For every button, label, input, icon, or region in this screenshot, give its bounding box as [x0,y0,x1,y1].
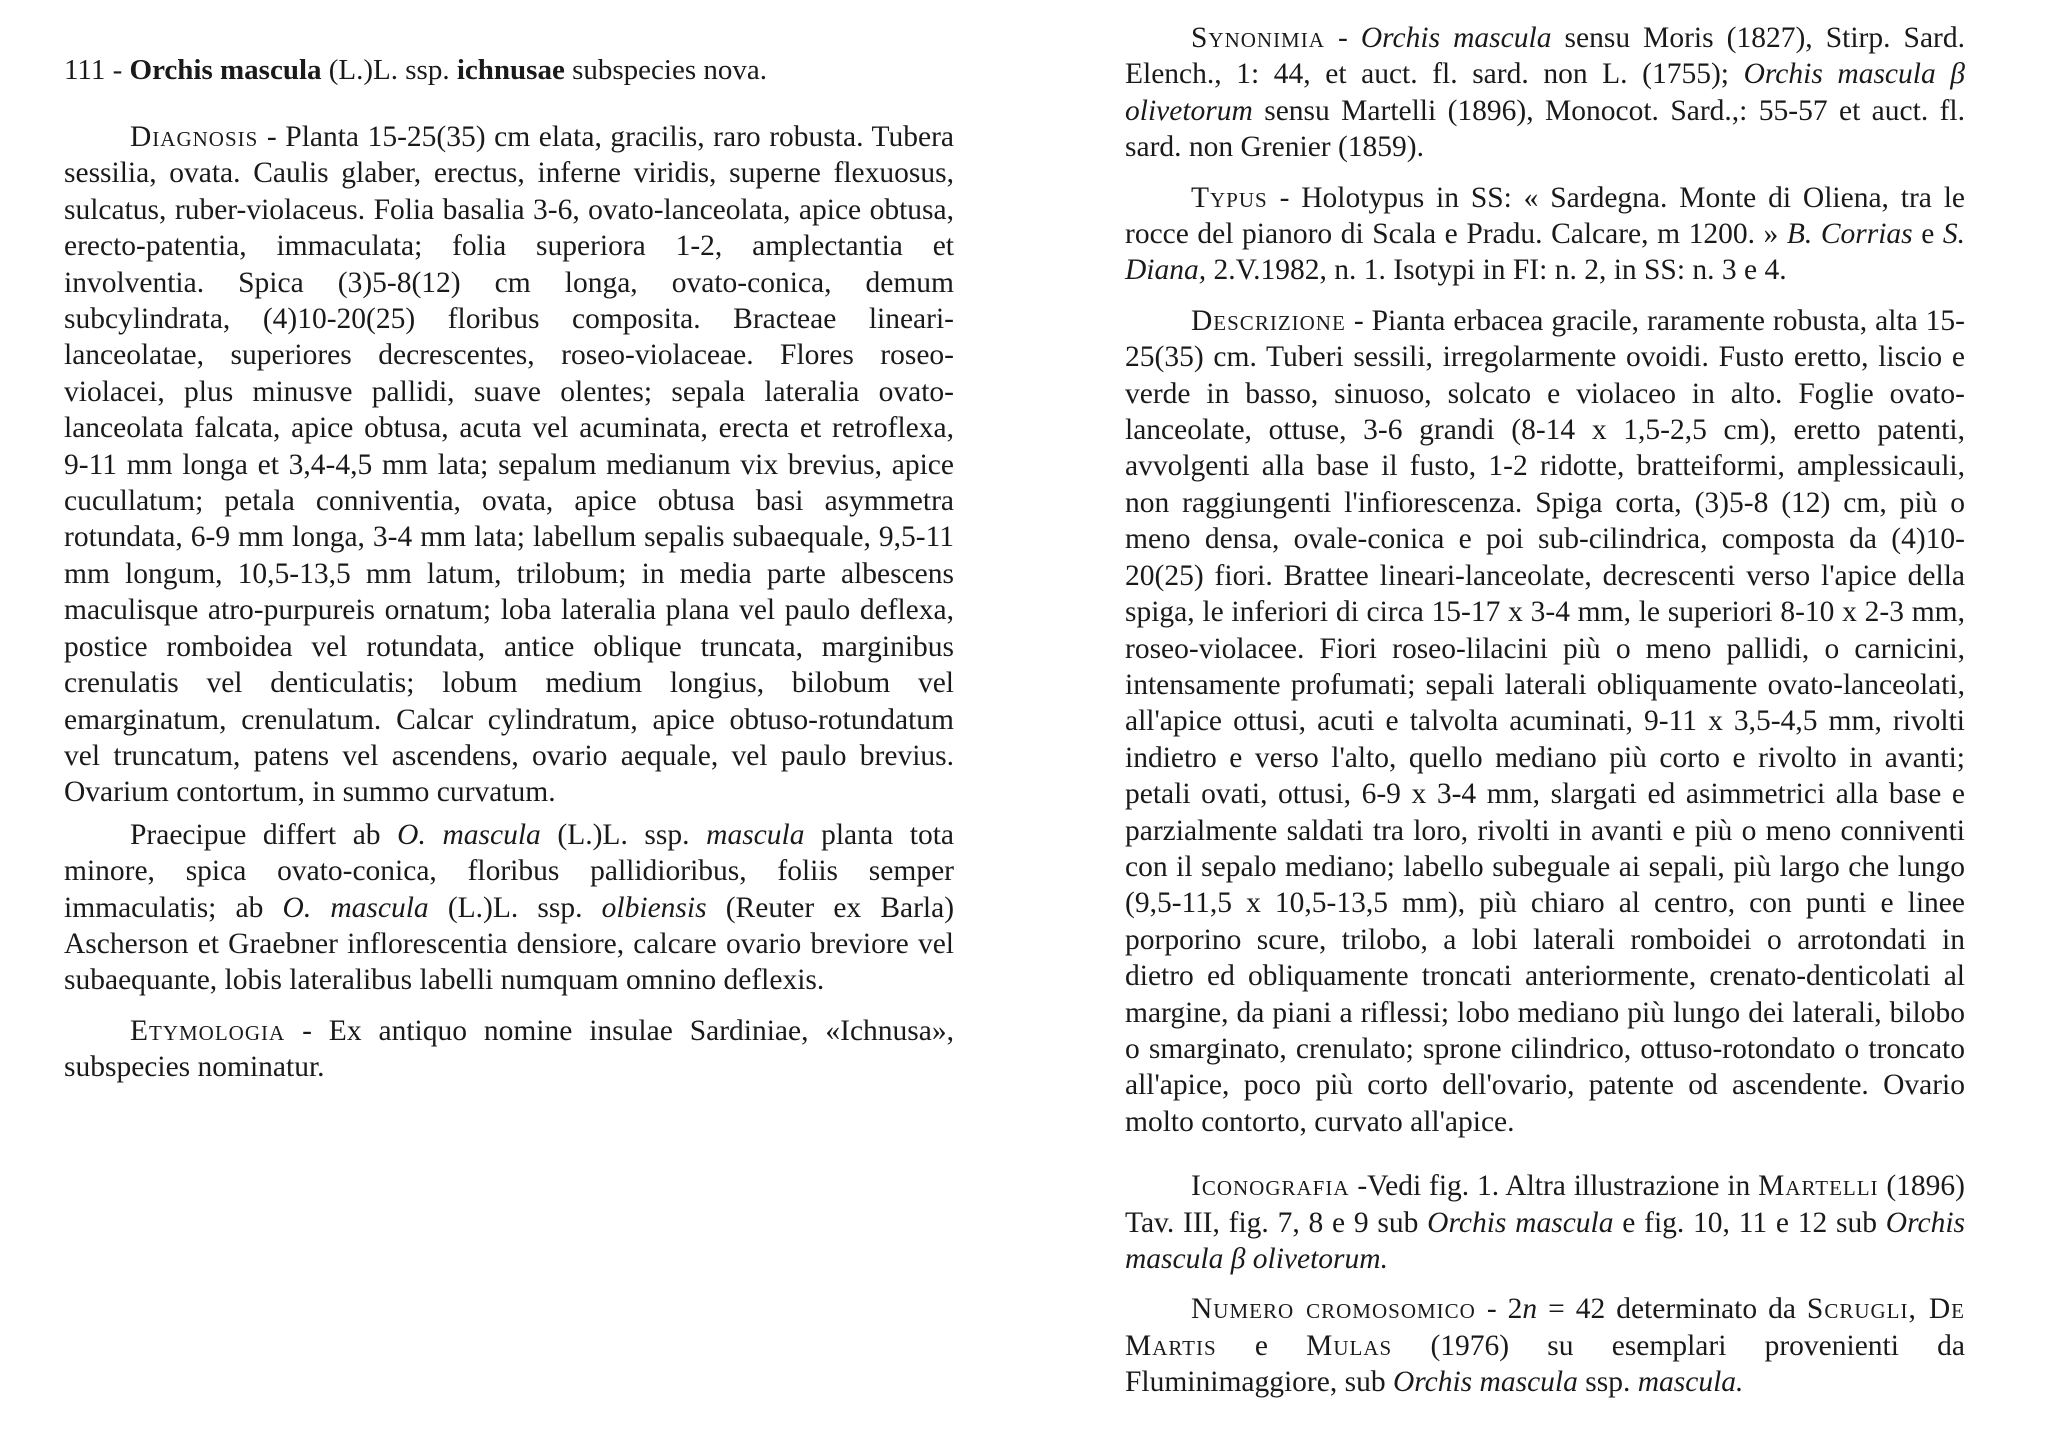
differt-taxon-1: O. mascula [397,818,541,851]
iconografia-heading: Iconografia [1191,1170,1350,1203]
synonimia-taxon-1: Orchis mascula [1360,22,1552,54]
numero-ssp: mascula. [1637,1366,1744,1399]
diagnosis-text: - Planta 15-25(35) cm elata, gracilis, raro robusta. Tubera sessilia, ovata. Caulis glaber, erectus, inferne viridis, superne flexuosus, sulcatus, ruber-violaceus. Folia basalia 3-6, ovato-lanceolata, apice obtusa, erecto-patentia, immaculata; folia superiora 1-2, amplectantia et involventia. Spica (3)5-8(12) cm longa, ovato-conica, demum subcylindrata, (4)10-20(25) floribus composita. Bracteae lineari-lanceolatae, superiores decrescentes, roseo-violaceae. Flores roseo-violacei, plus minusve pallidi, suave olentes; sepala lateralia ovato-lanceolata falcata, apice obtusa, acuta vel acuminata, erecta et retroflexa, 9-11 mm longa et 3,4-4,5 mm lata; sepalum medianum vix brevius, apice cucullatum; petala conniventia, ovata, apice obtusa basi asymmetra rotundata, 6-9 mm longa, 3-4 mm lata; labellum sepalis subaequale, 9,5-11 mm longum, 10,5-13,5 mm latum, trilobum; in media parte albescens maculisque atro-purpureis ornatum; loba lateralia plana vel paulo deflexa, postice romboidea vel rotundata, antice oblique truncata, marginibus crenulatis vel denticulatis; lobum medium longius, bilobum vel emarginatum, crenulatum. Calcar cylindratum, apice obtuso-rotundatum vel truncatum, patens vel ascendens, ovario aequale, vel paulo brevius. Ovarium contortum, in summo curvatum. [64,121,954,809]
taxon-name: Orchis mascula [129,54,322,86]
numero-text-a: - 2 [1486,1293,1523,1326]
iconografia-taxon-1: Orchis mascula [1427,1206,1614,1239]
differt-ssp-1: mascula [706,818,805,851]
etymologia-text: - Ex antiquo nomine insulae Sardiniae, «Ichnusa», subspecies nominatur. [64,1014,954,1084]
typus-heading: Typus [1191,181,1268,214]
numero-authors-1: Scrugli, De Martis [1125,1293,1965,1362]
taxon-status: subspecies nova. [572,54,767,86]
synonimia-text-e: sensu Martelli (1896), Monocot. Sard.,: 55-57 et auct. fl. sard. non Grenier (1859). [1125,94,1965,164]
differt-text-a: Praecipue differt ab [130,818,381,851]
descrizione-heading: Descrizione [1191,304,1346,337]
diagnosis-heading: Diagnosis [130,121,259,153]
typus-conjunction: e [1921,218,1935,251]
differt-text-e: planta tota minore, spica ovato-conica, floribus pallidioribus, foliis semper immaculatis; ab [64,818,955,924]
iconografia-text-a: -Vedi fig. 1. Altra illustrazione in [1357,1170,1751,1203]
iconografia-taxon-2: Orchis mascula β olivetorum. [1125,1206,1966,1275]
left-page [0,0,1000,1435]
differt-authority-1: (L.)L. ssp. [557,818,690,851]
taxon-heading [64,54,767,87]
numero-conjunction: e [1254,1329,1268,1362]
numero-paragraph [1125,1291,1965,1400]
taxon-authority: (L.)L. ssp. [328,54,450,86]
etymologia-heading: Etymologia [130,1014,286,1047]
right-column [1125,20,1965,1401]
differt-paragraph [64,817,954,999]
numero-text-b: = 42 determinato da [1548,1293,1796,1326]
numero-text-f: (1976) su esemplari provenienti da Fluminimaggiore, sub [1125,1329,1965,1399]
typus-collector-1: B. Corrias [1786,218,1913,251]
synonimia-paragraph [1125,20,1965,166]
descrizione-text: - Pianta erbacea gracile, raramente robusta, alta 15-25(35) cm. Tuberi sessili, irregolarmente ovoidi. Fusto eretto, liscio e verde in basso, sinuoso, solcato e violaceo in alto. Foglie ovato-lanceolate, ottuse, 3-6 grandi (8-14 x 1,5-2,5 cm), eretto patenti, avvolgenti alla base il fusto, 1-2 ridotte, bratteiformi, amplessicauli, non raggiungenti l'infiorescenza. Spiga corta, (3)5-8 (12) cm, più o meno densa, ovale-conica e poi sub-cilindrica, composta da (4)10-20(25) fiori. Brattee lineari-lanceolate, decrescenti verso l'apice della spiga, le inferiori di circa 15-17 x 3-4 mm, le superiori 8-10 x 2-3 mm, roseo-violacee. Fiori roseo-lilacini più o meno pallidi, o carnicini, intensamente profumati; sepali laterali obliquamente ovato-lanceolati, all'apice ottusi, acuti e talvolta acuminati, 9-11 x 3,5-4,5 mm, rivolti indietro e verso l'alto, quello mediano più corto e rivolto in avanti; petali ovati, ottusi, 6-9 x 3-4 mm, slargati ed asimmetrici alla base e parzialmente saldati tra loro, rivolti in avanti e più o meno conniventi con il sepalo mediano; labello subeguale ai sepali, più largo che lungo (9,5-11,5 x 10,5-13,5 mm), più chiaro al centro, con punti e linee porporino scure, trilobo, a lobi laterali romboidei o arrotondati in dietro ed obliquamente troncati anteriormente, crenato-denticolati al margine, da piani a riflessi; lobo mediano più lungo dei laterali, bilobo o smarginato, crenulato; sprone cilindrico, ottuso-rotondato o troncato all'apice, poco più corto dell'ovario, patente od ascendente. Ovario molto contorto, curvato all'apice. [1125,304,1966,1138]
differt-authority-2: (L.)L. ssp. [447,891,583,924]
typus-text-a: - Holotypus in SS: « Sardegna. Monte di Oliena, tra le rocce del pianoro di Scala e Pradu. Calcare, m 1200. » [1125,181,1966,251]
numero-n: n [1522,1293,1538,1326]
diagnosis-paragraph [64,119,954,811]
typus-paragraph [1125,180,1965,289]
iconografia-text-e: e fig. 10, 11 e 12 sub [1622,1206,1878,1239]
iconografia-text-c: (1896) Tav. III, fig. 7, 8 e 9 sub [1125,1170,1966,1239]
taxon-number: 111 - [64,54,123,86]
numero-rank: ssp. [1585,1366,1631,1399]
left-column [64,119,954,1086]
synonimia-text-c: sensu Moris (1827), Stirp. Sard. Elench., 1: 44, et auct. fl. sard. non L. (1755); [1125,22,1965,91]
synonimia-dash: - [1337,22,1348,54]
subspecies-name: ichnusae [456,54,565,86]
numero-heading: Numero cromosomico [1191,1293,1476,1326]
etymologia-paragraph [64,1013,954,1086]
typus-collector-2: S. Diana, [1125,218,1966,287]
differt-ssp-2: olbiensis [601,891,707,924]
synonimia-heading: Synonimia [1191,22,1325,54]
differt-taxon-2: O. mascula [282,891,429,924]
descrizione-paragraph [1125,303,1965,1140]
right-page [1000,0,2048,1435]
differt-text-i: (Reuter ex Barla) Ascherson et Graebner inflorescentia densiore, calcare ovario breviore vel subaequante, lobis lateralibus labelli numquam omnino deflexis. [64,891,955,997]
numero-author-2: Mulas [1306,1329,1393,1362]
numero-taxon: Orchis mascula [1392,1366,1578,1399]
iconografia-paragraph [1125,1168,1965,1277]
iconografia-author: Martelli [1758,1170,1879,1203]
synonimia-taxon-2: Orchis mascula β olivetorum [1125,58,1965,127]
typus-text-e: 2.V.1982, n. 1. Isotypi in FI: n. 2, in SS: n. 3 e 4. [1213,254,1787,287]
